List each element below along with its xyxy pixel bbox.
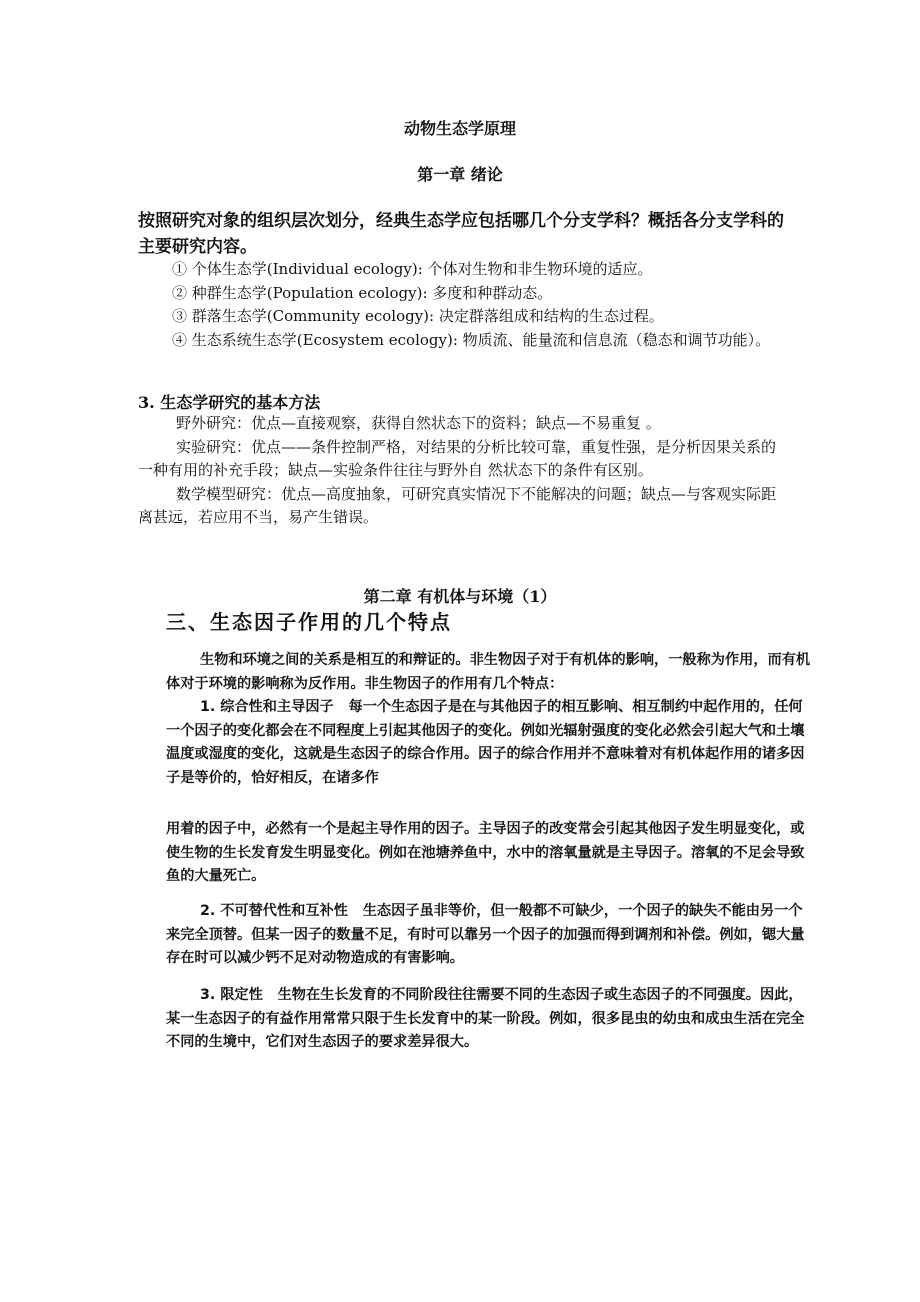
document-title: 动物生态学原理 (403, 119, 516, 138)
scanned-block-1 (166, 649, 811, 791)
point2-text: 生态因子虽非等价，但一般都不可缺少，一个因子的缺失不能由另一个来完全顶替。但某一因子的数量不足，有时可以靠另一个因子的加强而得到调剂和补偿。例如，锶大量存在时可以减少钙不足对动物造成的有害影响。 (166, 903, 805, 967)
point3-paragraph (166, 984, 811, 1055)
method-paragraph: 数学模型研究：优点—高度抽象，可研究真实情况下不能解决的问题；缺点—与客观实际距离甚远，若应用不当，易产生错误。 (138, 484, 777, 526)
scanned-block-4 (166, 984, 811, 1055)
point2-paragraph (166, 900, 811, 971)
point1-label: 1. 综合性和主导因子 (200, 699, 334, 716)
branch-list (172, 258, 792, 352)
point1-paragraph (166, 696, 811, 790)
point1-text: 每一个生态因子是在与其他因子的相互影响、相互制约中起作用的，任何一个因子的变化都会在不同程度上引起其他因子的变化。例如光辐射强度的变化必然会引起大气和土壤温度或湿度的变化，这就是生态因子的综合作用。因子的综合作用并不意味着对有机体起作用的诸多因子是等价的，恰好相反，在诸多作 (166, 699, 805, 786)
point1-continued: 用着的因子中，必然有一个是起主导作用的因子。主导因子的改变常会引起其他因子发生明显变化，或使生物的生长发育发生明显变化。例如在池塘养鱼中，水中的溶氧量就是主导因子。溶氧的不足会导致鱼的大量死亡。 (166, 821, 805, 885)
list-item: ③ 群落生态学(Community ecology): 决定群落组成和结构的生态过程。 (172, 307, 664, 325)
chapter1-title: 第一章 绪论 (417, 165, 503, 184)
scanned-block-3 (166, 900, 811, 971)
list-item: ② 种群生态学(Population ecology): 多度和种群动态。 (172, 283, 553, 302)
scanned-block-2 (166, 818, 811, 889)
chapter2-title: 第二章 有机体与环境（1） (363, 587, 557, 606)
point2-label: 2. 不可替代性和互补性 (200, 903, 348, 919)
method-paragraph: 野外研究：优点—直接观察，获得自然状态下的资料；缺点—不易重复 。 (176, 414, 661, 432)
section-heading: 三、生态因子作用的几个特点 (166, 610, 452, 634)
methods-heading: 3. 生态学研究的基本方法 (138, 393, 321, 412)
list-item: ④ 生态系统生态学(Ecosystem ecology): 物质流、能量流和信息流（稳态和调节功能）。 (172, 330, 771, 349)
point3-label: 3. 限定性 (200, 987, 263, 1003)
chapter1-question: 按照研究对象的组织层次划分，经典生态学应包括哪几个分支学科？概括各分支学科的主要研究内容。 (138, 211, 784, 257)
method-paragraph: 实验研究：优点——条件控制严格，对结果的分析比较可靠，重复性强，是分析因果关系的一种有用的补充手段；缺点—实验条件往往与野外自 然状态下的条件有区别。 (138, 437, 777, 479)
point3-text: 生物在生长发育的不同阶段往往需要不同的生态因子或生态因子的不同强度。因此，某一生态因子的有益作用常常只限于生长发育中的某一阶段。例如，很多昆虫的幼虫和成虫生活在完全不同的生境中，它们对生态因子的要求差异很大。 (166, 987, 805, 1051)
list-item: ① 个体生态学(Individual ecology): 个体对生物和非生物环境的适应。 (172, 260, 653, 278)
intro-paragraph: 生物和环境之间的关系是相互的和辩证的。非生物因子对于有机体的影响，一般称为作用，而有机体对于环境的影响称为反作用。非生物因子的作用有几个特点： (166, 652, 811, 692)
methods-list (138, 412, 788, 530)
